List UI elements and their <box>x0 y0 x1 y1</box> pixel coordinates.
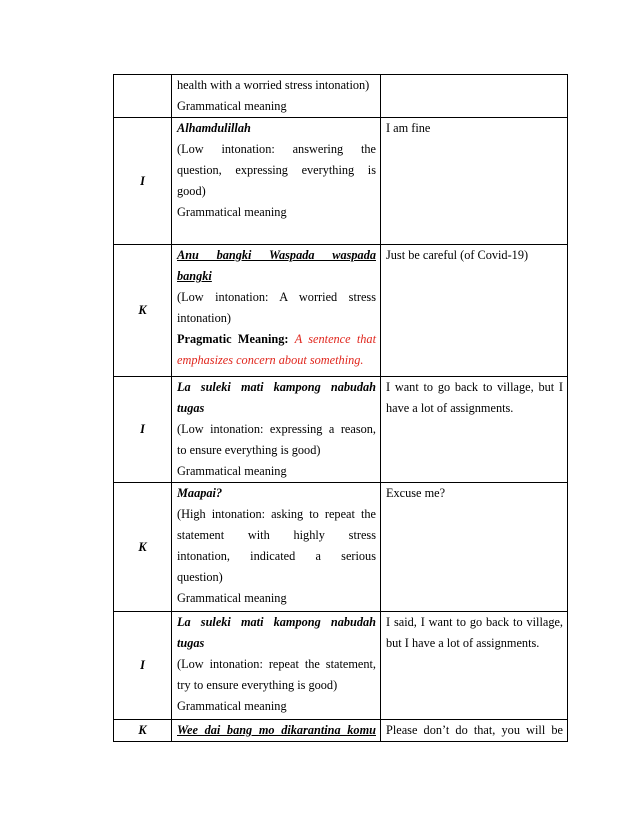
translation-text: I said, I want to go back to village, <box>386 615 563 629</box>
note-text: to ensure everything is good) <box>177 443 321 457</box>
source-cell <box>172 118 381 245</box>
translation-cell: Just be careful (of Covid-19) <box>381 245 568 377</box>
meaning-label: Pragmatic Meaning: <box>177 332 289 346</box>
source-cell <box>172 483 381 612</box>
translation-cell: I am fine <box>381 118 568 245</box>
note-text: (High intonation: asking to repeat the <box>177 507 376 521</box>
note-text: (Low intonation: expressing a reason, <box>177 422 376 436</box>
speaker-cell <box>114 75 172 118</box>
note-text: health with a worried stress intonation) <box>177 78 370 92</box>
translation-cell <box>381 612 568 720</box>
speaker-cell: K <box>114 245 172 377</box>
dialogue-table <box>113 74 568 742</box>
table-row <box>114 118 568 245</box>
note-text: (Low intonation: repeat the statement, <box>177 657 376 671</box>
utterance-text: La suleki mati kampong nabudah <box>177 380 376 394</box>
meaning-text: Grammatical meaning <box>177 99 287 113</box>
table-row <box>114 245 568 377</box>
note-text: (Low intonation: answering the <box>177 142 376 156</box>
table-row <box>114 75 568 118</box>
table-row <box>114 483 568 612</box>
source-cell <box>172 75 381 118</box>
note-text: question) <box>177 570 223 584</box>
meaning-text: Grammatical meaning <box>177 464 287 478</box>
utterance-text: bangki <box>177 269 212 283</box>
source-cell <box>172 720 381 742</box>
note-text: good) <box>177 184 206 198</box>
utterance-text: La suleki mati kampong nabudah <box>177 615 376 629</box>
note-text: (Low intonation: A worried stress <box>177 290 376 304</box>
translation-cell <box>381 377 568 483</box>
utterance-text: Maapai? <box>177 486 223 500</box>
table-row <box>114 377 568 483</box>
speaker-cell: K <box>114 720 172 742</box>
speaker-cell: I <box>114 377 172 483</box>
translation-text: Please don’t do that, you will be <box>386 723 563 737</box>
meaning-text: Grammatical meaning <box>177 591 287 605</box>
meaning-text: Grammatical meaning <box>177 205 287 219</box>
source-cell <box>172 377 381 483</box>
note-text: intonation) <box>177 311 231 325</box>
translation-text: have a lot of assignments. <box>386 401 514 415</box>
translation-text: I want to go back to village, but I <box>386 380 563 394</box>
speaker-cell: I <box>114 612 172 720</box>
translation-cell <box>381 720 568 742</box>
utterance-text: Anu bangki Waspada waspada <box>177 248 376 262</box>
meaning-text: emphasizes concern about something. <box>177 353 364 367</box>
table-row <box>114 612 568 720</box>
translation-cell <box>381 75 568 118</box>
note-text: statement with highly stress <box>177 528 376 542</box>
source-cell <box>172 612 381 720</box>
source-cell <box>172 245 381 377</box>
utterance-text: Wee dai bang mo dikarantina komu <box>177 723 376 737</box>
note-text: intonation, indicated a serious <box>177 549 376 563</box>
translation-cell: Excuse me? <box>381 483 568 612</box>
note-text: try to ensure everything is good) <box>177 678 338 692</box>
translation-text: but I have a lot of assignments. <box>386 636 540 650</box>
speaker-cell: I <box>114 118 172 245</box>
utterance-text: Alhamdulillah <box>177 121 251 135</box>
speaker-cell: K <box>114 483 172 612</box>
meaning-text: Grammatical meaning <box>177 699 287 713</box>
utterance-text: tugas <box>177 636 205 650</box>
table-row <box>114 720 568 742</box>
note-text: question, expressing everything is <box>177 163 376 177</box>
meaning-text: A sentence that <box>294 332 376 346</box>
utterance-text: tugas <box>177 401 205 415</box>
